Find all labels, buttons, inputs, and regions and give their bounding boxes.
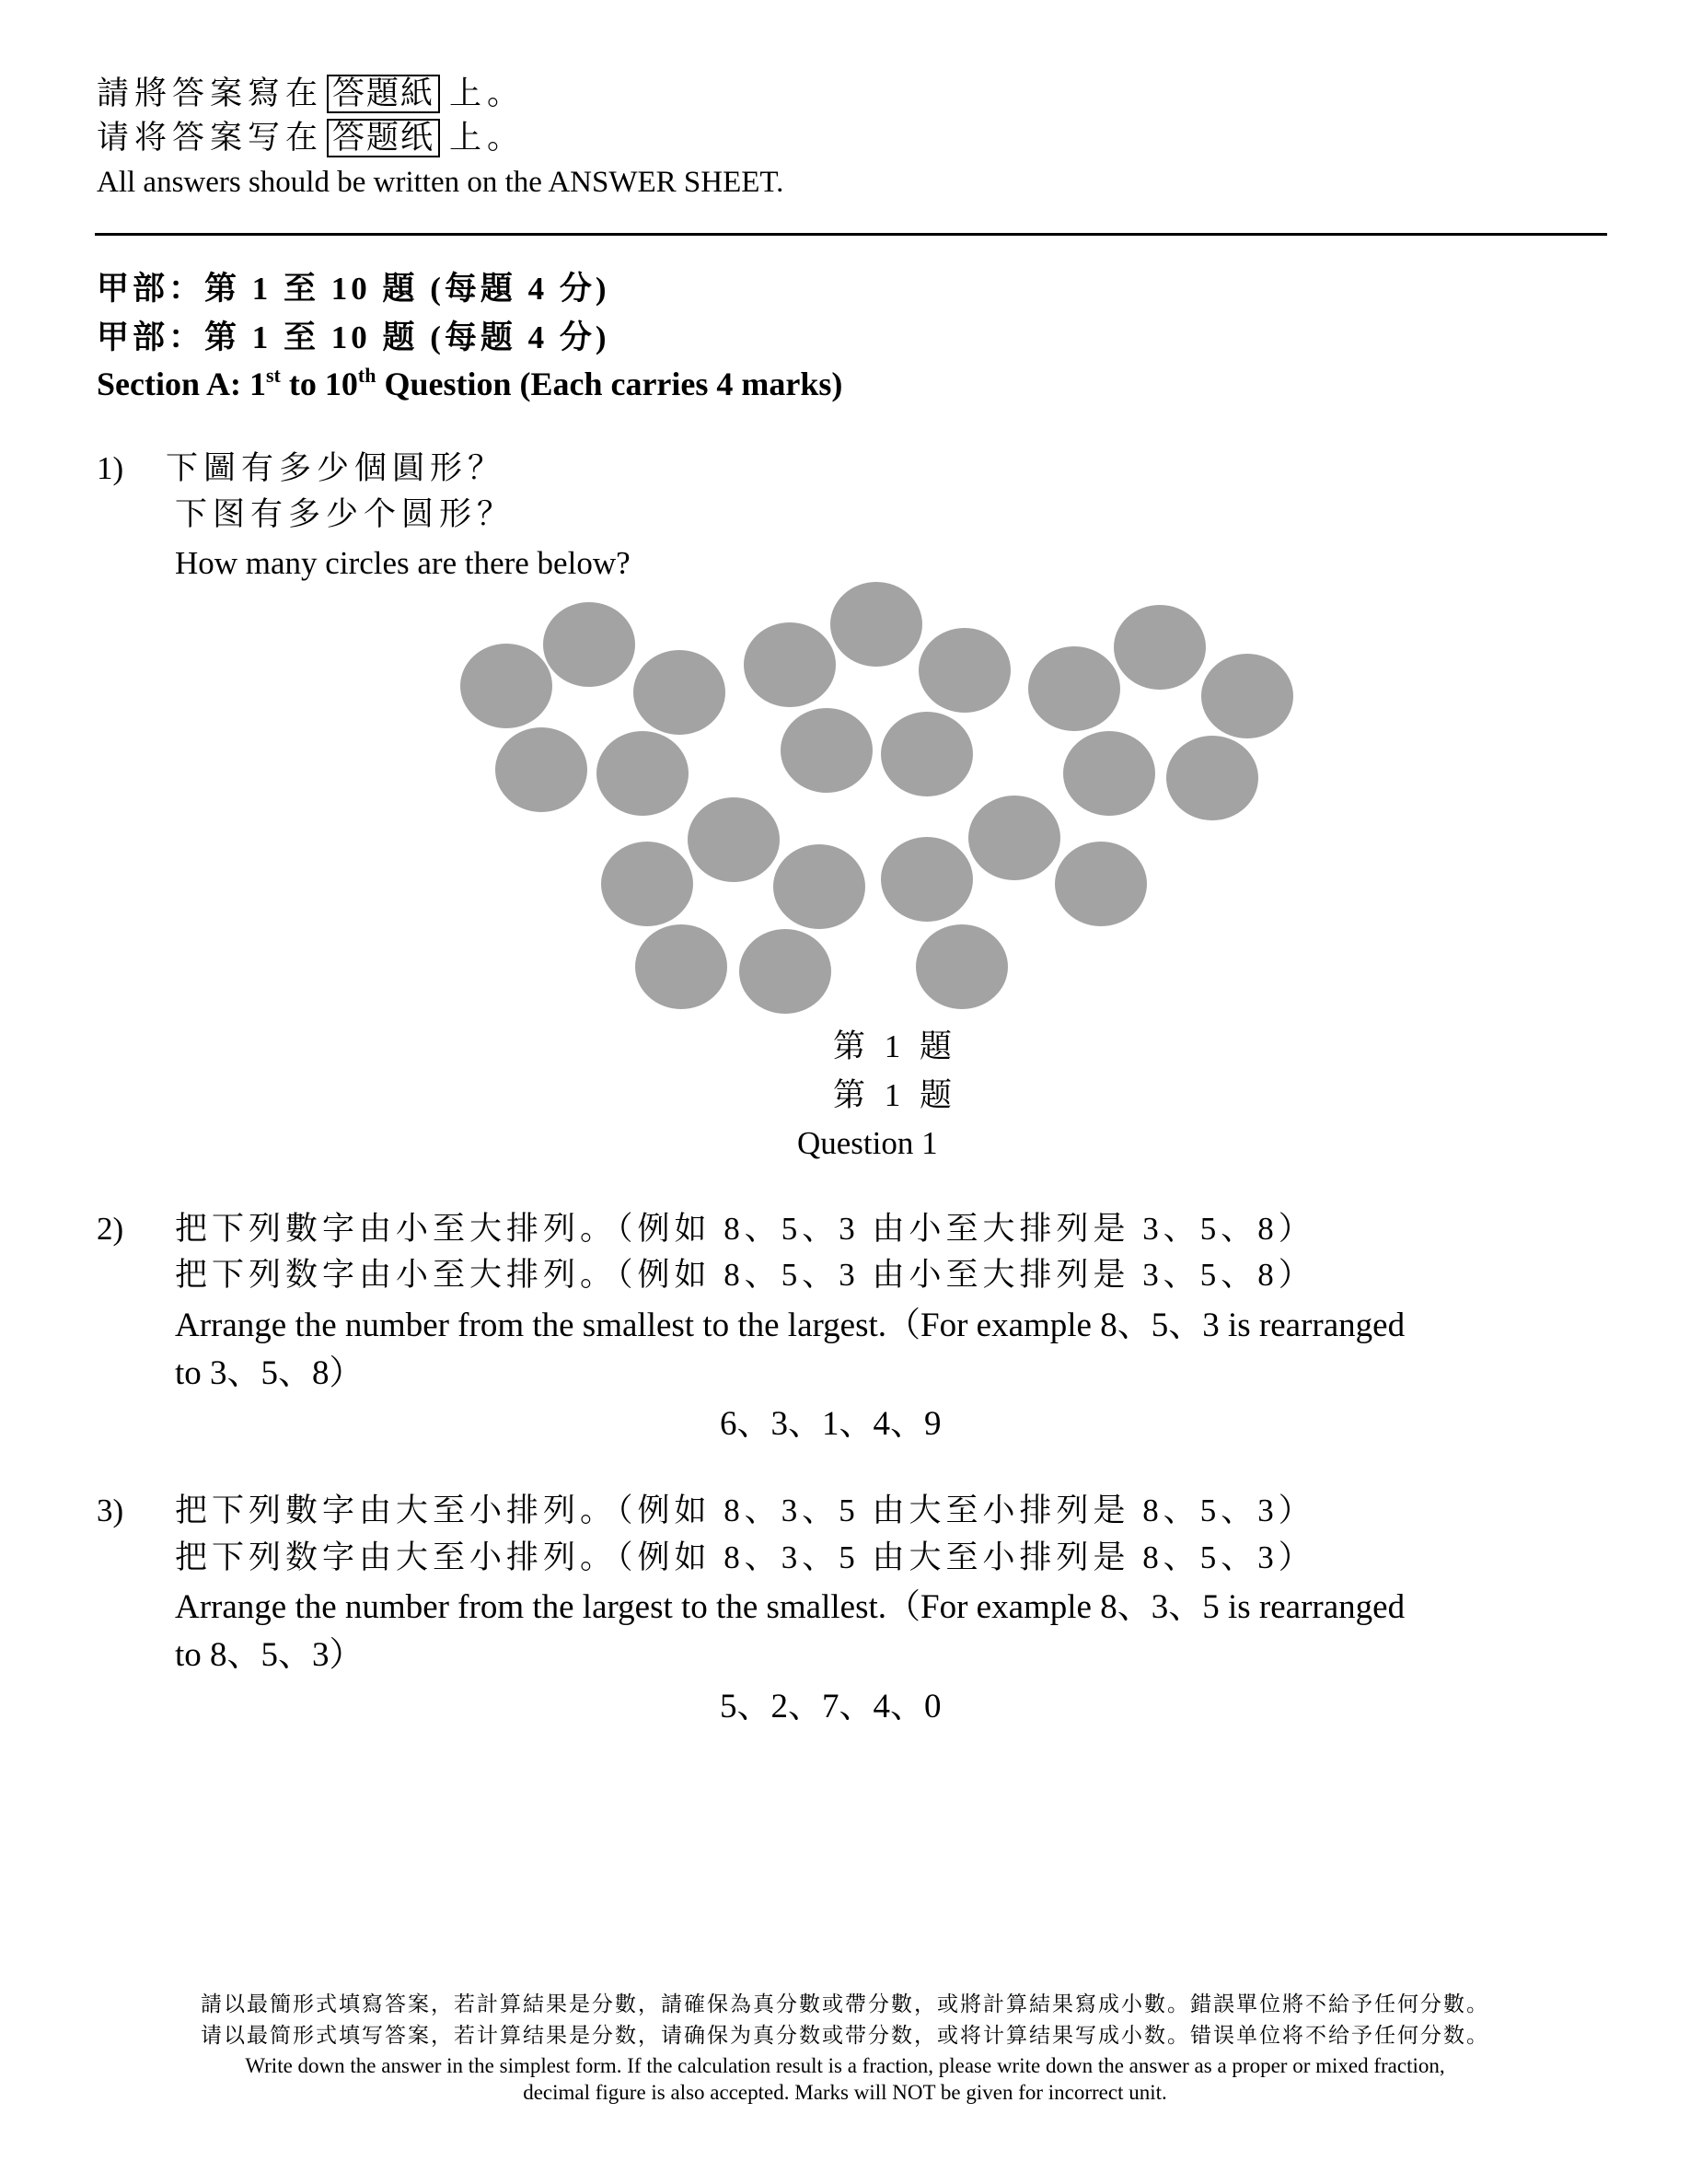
q1-circles-figure bbox=[0, 0, 1690, 1031]
footer-english-1: Write down the answer in the simplest form. If the calculation result is a fraction, please write down the answer as a proper or mixed fraction, bbox=[245, 2054, 1445, 2077]
circle-16 bbox=[688, 797, 780, 882]
section-en-sup-st: st bbox=[266, 364, 281, 387]
circle-20 bbox=[881, 837, 973, 922]
answer-sheet-box-simp: 答题纸 bbox=[327, 119, 440, 157]
circle-22 bbox=[635, 924, 727, 1009]
circle-8 bbox=[1114, 605, 1206, 690]
q2-text-english-1: Arrange the number from the smallest to the largest.（For example 8、5、3 is rearranged bbox=[175, 1307, 1406, 1344]
q1-number: 1) bbox=[97, 450, 124, 486]
circle-13 bbox=[881, 712, 973, 796]
q1-text-trad: 下圖有多少個圓形？ bbox=[166, 450, 506, 486]
circle-12 bbox=[781, 708, 873, 793]
q1-caption-english: Question 1 bbox=[797, 1125, 938, 1161]
q1-caption-simp: 第 1 题 bbox=[833, 1077, 958, 1113]
footer-trad: 請以最簡形式填寫答案，若計算結果是分數，請確保為真分數或帶分數，或將計算結果寫成小數。錯誤單位將不給予任何分數。 bbox=[201, 1992, 1489, 2016]
q2-number: 2) bbox=[97, 1211, 124, 1247]
q3-numbers: 5、2、7、4、0 bbox=[720, 1688, 942, 1725]
q2-text-trad: 把下列數字由小至大排列。（例如 8、5、3 由小至大排列是 3、5、8） bbox=[175, 1211, 1315, 1247]
section-title-simp: 甲部：第 1 至 10 题 (每题 4 分) bbox=[97, 319, 610, 355]
circle-6 bbox=[919, 628, 1011, 713]
circle-9 bbox=[1201, 654, 1293, 738]
answer-sheet-box-trad: 答題紙 bbox=[327, 75, 440, 113]
circle-14 bbox=[1063, 731, 1155, 816]
q1-text-simp: 下图有多少个圆形？ bbox=[175, 496, 515, 532]
q2-text-english-2: to 3、5、8） bbox=[175, 1354, 364, 1392]
instruction-simp-suffix: 上。 bbox=[449, 120, 526, 156]
circle-5 bbox=[830, 582, 922, 667]
circle-1 bbox=[460, 644, 552, 728]
circle-7 bbox=[1028, 646, 1120, 731]
q3-text-trad: 把下列數字由大至小排列。（例如 8、3、5 由大至小排列是 8、5、3） bbox=[175, 1493, 1315, 1528]
footer-simp: 请以最简形式填写答案，若计算结果是分数，请确保为真分数或带分数，或将计算结果写成小数。错误单位将不给予任何分数。 bbox=[201, 2024, 1489, 2047]
instruction-trad-prefix: 請將答案寫在 bbox=[97, 76, 324, 111]
circle-17 bbox=[968, 796, 1060, 880]
circle-19 bbox=[773, 844, 865, 929]
circle-11 bbox=[596, 731, 689, 816]
circle-24 bbox=[916, 924, 1008, 1009]
instruction-simp-prefix: 请将答案写在 bbox=[97, 120, 324, 156]
circle-21 bbox=[1055, 842, 1147, 926]
circle-23 bbox=[739, 929, 831, 1014]
q3-text-simp: 把下列数字由大至小排列。（例如 8、3、5 由大至小排列是 8、5、3） bbox=[175, 1539, 1315, 1575]
section-en-part-c: Question (Each carries 4 marks) bbox=[376, 366, 843, 402]
circle-18 bbox=[601, 842, 693, 926]
q3-text-english-2: to 8、5、3） bbox=[175, 1636, 364, 1674]
q2-text-simp: 把下列数字由小至大排列。（例如 8、5、3 由小至大排列是 3、5、8） bbox=[175, 1257, 1315, 1293]
circle-3 bbox=[633, 650, 725, 735]
circle-2 bbox=[543, 602, 635, 687]
circle-10 bbox=[495, 727, 587, 812]
circle-4 bbox=[744, 622, 836, 707]
section-en-part-b: to 10 bbox=[280, 366, 358, 402]
section-en-sup-th: th bbox=[357, 364, 376, 387]
q3-text-english-1: Arrange the number from the largest to the smallest.（For example 8、3、5 is rearranged bbox=[175, 1588, 1406, 1626]
q1-text-english: How many circles are there below? bbox=[175, 545, 631, 581]
q3-number: 3) bbox=[97, 1493, 124, 1528]
instruction-english: All answers should be written on the ANSWER SHEET. bbox=[97, 166, 784, 199]
section-en-part-a: Section A: 1 bbox=[97, 366, 266, 402]
section-title-trad: 甲部：第 1 至 10 題 (每題 4 分) bbox=[97, 271, 610, 307]
circle-15 bbox=[1166, 736, 1258, 820]
footer-english-2: decimal figure is also accepted. Marks will NOT be given for incorrect unit. bbox=[523, 2081, 1167, 2104]
q1-caption-trad: 第 1 題 bbox=[833, 1028, 958, 1064]
q2-numbers: 6、3、1、4、9 bbox=[720, 1405, 942, 1443]
instruction-trad-suffix: 上。 bbox=[449, 76, 526, 111]
